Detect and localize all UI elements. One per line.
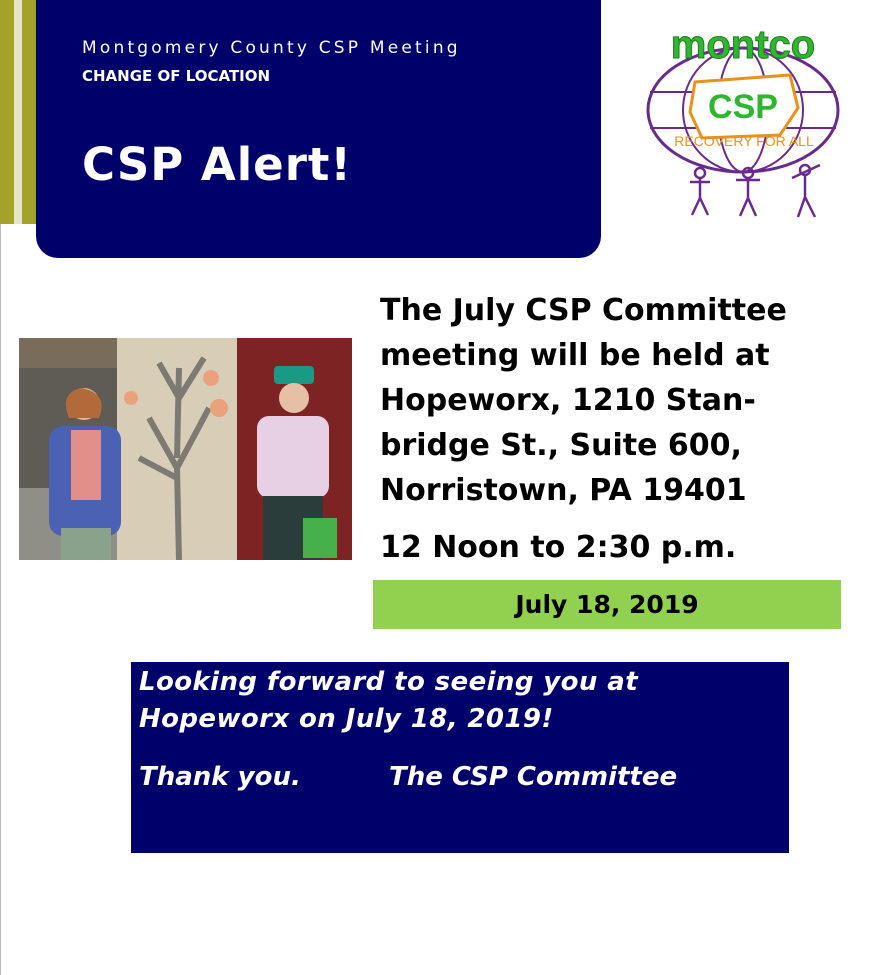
committee-signature: The CSP Committee [389,762,678,792]
details-line: Hopeworx, 1210 Stan- [380,383,756,418]
message-line: Hopeworx on July 18, 2019! [139,704,554,734]
meeting-name: Montgomery County CSP Meeting [82,38,461,58]
meeting-time: 12 Noon to 2:30 p.m. [380,530,737,565]
alert-title: CSP Alert! [82,138,352,191]
accent-stripe-gap [14,0,22,224]
meeting-details [380,288,860,513]
committee-members-photo [19,338,352,560]
logo-bottom-text: RECOVERY FOR ALL [674,133,814,149]
logo-center-text: CSP [708,88,778,126]
details-line: The July CSP Committee [380,293,787,328]
accent-stripe-outer [0,0,14,224]
closing-message-box [131,662,789,853]
montco-csp-logo [640,20,850,225]
meeting-date-bar: July 18, 2019 [373,580,841,629]
logo-top-text: montco [670,23,816,67]
change-of-location-label: CHANGE OF LOCATION [82,67,271,85]
details-line: Norristown, PA 19401 [380,473,747,508]
thank-you-text: Thank you. [139,762,301,792]
accent-stripe-inner [22,0,36,224]
details-line: meeting will be held at [380,338,770,373]
message-line: Looking forward to seeing you at [139,667,639,697]
details-line: bridge St., Suite 600, [380,428,742,463]
